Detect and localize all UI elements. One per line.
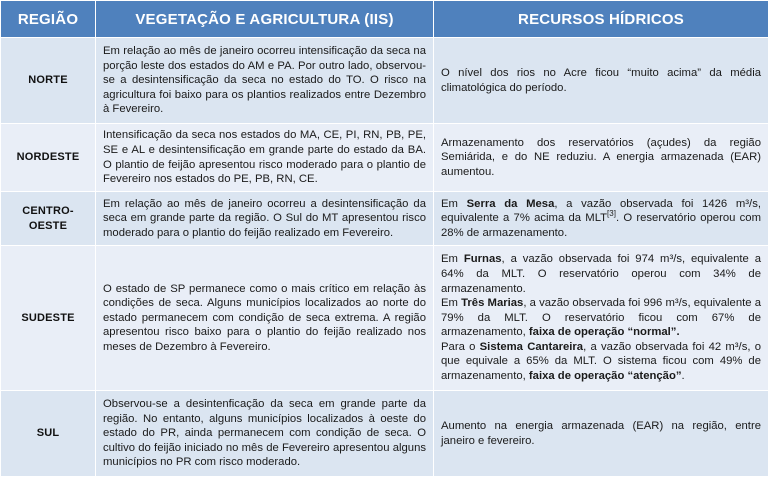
veg-sul: Observou-se a desintenficação da seca em grande parte da região. No entanto, alguns municípios localizados à oeste do estado do PR, ainda permanecem com condição de seca. O cultivo do feijão iniciado no mês de Fevereiro apresentou alguns municípios no PR com risco moderado. — [96, 391, 434, 477]
rec-bold: faixa de operação “normal”. — [528, 326, 680, 339]
region-sul: SUL — [1, 391, 96, 477]
rec-norte: O nível dos rios no Acre ficou “muito acima” da média climatológica do período. — [434, 38, 768, 124]
rec-text: Em — [441, 253, 464, 266]
region-nordeste: NORDESTE — [1, 124, 96, 192]
rec-bold: Sistema Cantareira — [479, 340, 584, 353]
rec-sul: Aumento na energia armazenada (EAR) na região, entre janeiro e fevereiro. — [434, 391, 768, 477]
row-norte — [1, 38, 768, 124]
rec-paragraph-cantareira — [441, 340, 761, 384]
rec-text: , a vazão observada foi 974 m³/s, equivalente a 64% da MLT. O reservatório operou com 34% de armazenamento. — [441, 253, 761, 295]
rec-text: Em — [441, 297, 462, 310]
veg-norte: Em relação ao mês de janeiro ocorreu intensificação da seca na porção leste dos estados do AM e PA. Por outro lado, observou-se a desintensificação da seca no estado do TO. O risco na agricultura foi baixo para os plantios realizados entre Dezembro à Fevereiro. — [96, 38, 434, 124]
rec-sudeste — [434, 246, 768, 391]
rec-text: Em — [441, 197, 467, 210]
rec-bold: faixa de operação “atenção” — [528, 370, 682, 383]
veg-centro-oeste: Em relação ao mês de janeiro ocorreu a desintensificação da seca em grande parte da região. O Sul do MT apresentou risco moderado para o plantio do feijão realizado em Fevereiro. — [96, 192, 434, 246]
veg-sudeste: O estado de SP permanece como o mais crítico em relação às condições de seca. Alguns municípios localizados ao norte do estado permanecem com condição de seca extrema. A região apresentou risco baixo para o plantio do feijão realizado nos meses de Dezembro à Fevereiro. — [96, 246, 434, 391]
rec-paragraph-furnas — [441, 252, 761, 296]
rec-bold: Serra da Mesa — [466, 197, 555, 210]
rec-bold: Três Marias — [461, 297, 524, 310]
header-recursos: RECURSOS HÍDRICOS — [434, 1, 768, 38]
row-nordeste — [1, 124, 768, 192]
veg-nordeste: Intensificação da seca nos estados do MA, CE, PI, RN, PB, PE, SE e AL e desintensificação em grande parte do estado da BA. O plantio de feijão apresentou risco moderado para o plantio de Fevereiro nos estados do PE, PB, RN, CE. — [96, 124, 434, 192]
rec-nordeste: Armazenamento dos reservatórios (açudes) da região Semiárida, e do NE reduziu. A energia armazenada (EAR) aumentou. — [434, 124, 768, 192]
rec-text: . O reservatório operou com 28% de armazenamento. — [441, 212, 761, 239]
rec-bold: Furnas — [463, 253, 502, 266]
rec-text: , a vazão observada foi 42 m³/s, o que equivale a 65% da MLT. O sistema ficou com 49% de armazenamento, — [441, 340, 762, 383]
row-centro-oeste — [1, 192, 768, 246]
rec-paragraph-tres-marias — [441, 296, 761, 340]
header-regiao: REGIÃO — [1, 1, 96, 38]
region-norte: NORTE — [1, 38, 96, 124]
header-vegetacao: VEGETAÇÃO E AGRICULTURA (IIS) — [96, 1, 434, 38]
row-sul — [1, 391, 768, 477]
rec-centro-oeste — [434, 192, 768, 246]
row-sudeste — [1, 246, 768, 391]
rec-text: Para o — [441, 340, 480, 353]
header-row — [1, 1, 768, 38]
rec-text: . — [681, 370, 685, 383]
region-sudeste: SUDESTE — [1, 246, 96, 391]
rec-text: , a vazão observada foi 996 m³/s, equivalente a 79% da MLT. O reservatório ficou com 67% de armazenamento, — [441, 297, 761, 339]
footnote-ref: [3] — [607, 209, 616, 219]
rec-text: , a vazão observada foi 1426 m³/s, equivalente a 7% acima da MLT — [441, 197, 761, 225]
region-centro-oeste: CENTRO-OESTE — [1, 192, 96, 246]
